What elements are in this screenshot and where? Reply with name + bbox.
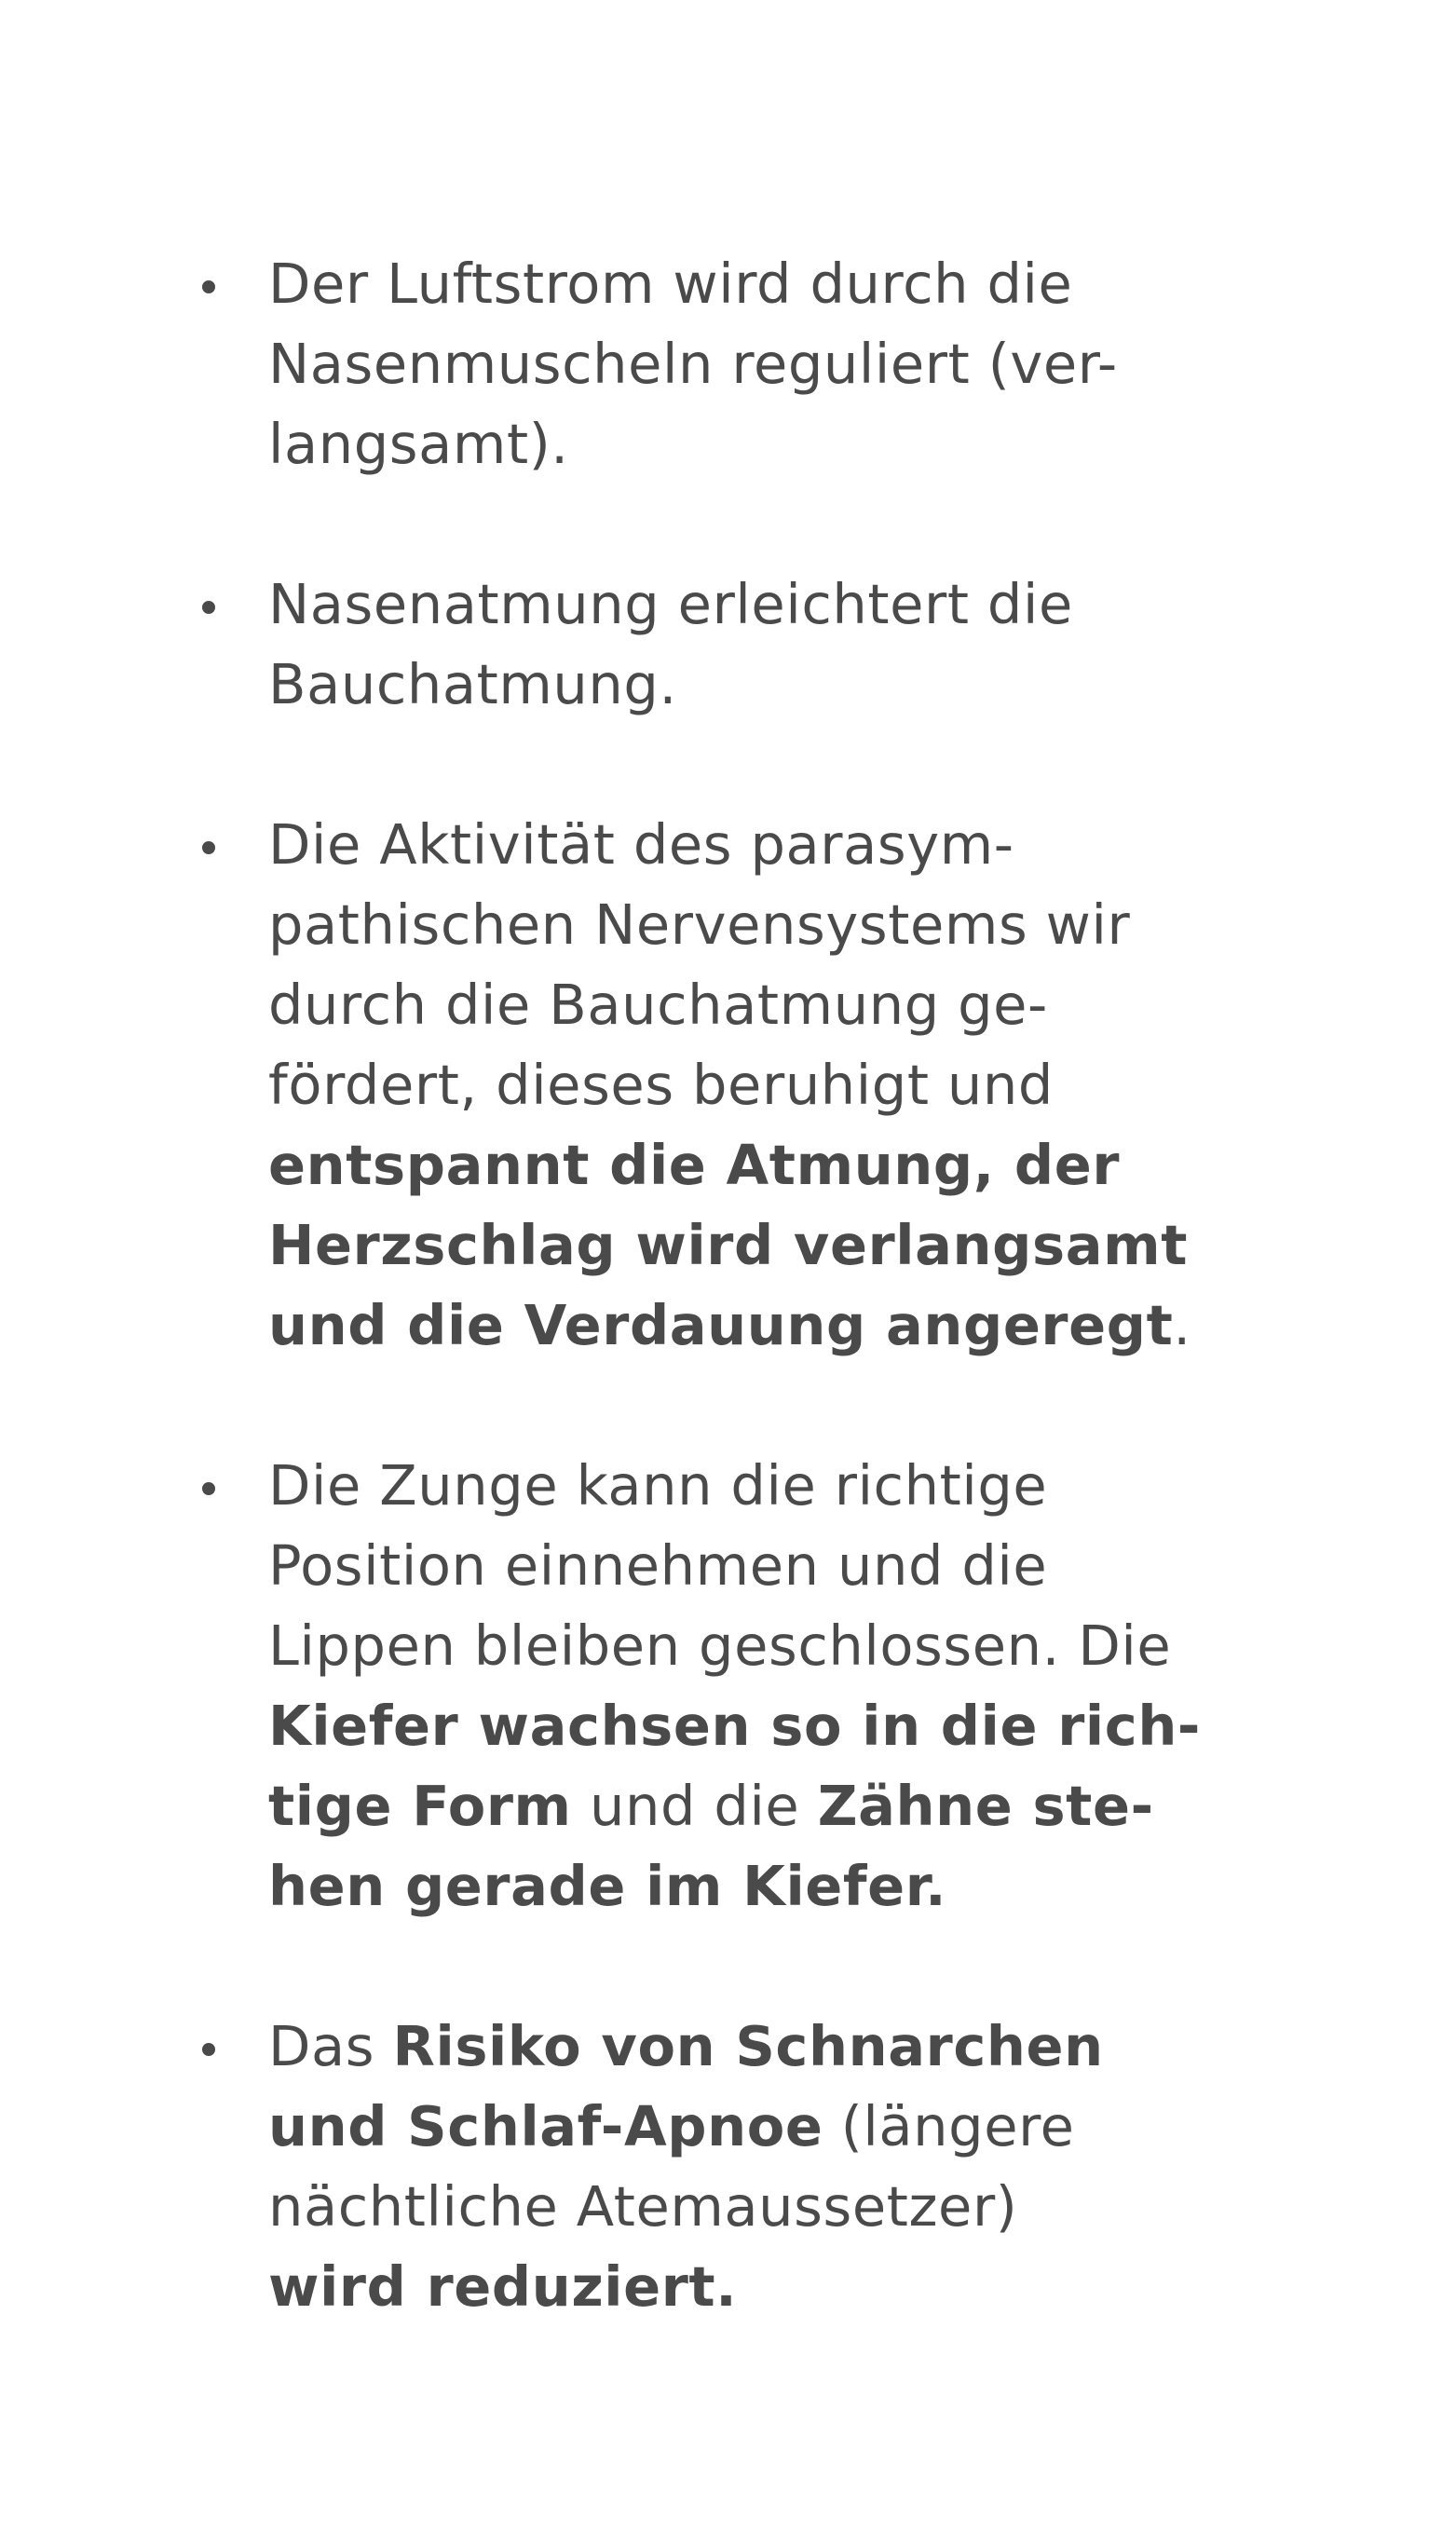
text-segment: Lippen bleiben geschlossen. Die <box>268 1613 1172 1678</box>
bold-text-segment: tige Form <box>268 1774 572 1838</box>
text-segment: Die Aktivität des parasym- <box>268 812 1014 877</box>
text-line <box>268 805 1295 885</box>
text-line <box>268 404 1295 484</box>
text-line <box>268 885 1295 965</box>
text-line <box>268 1846 1295 1927</box>
text-line <box>268 1526 1295 1606</box>
text-line <box>268 2087 1295 2167</box>
text-segment: Das <box>268 2014 393 2078</box>
text-line <box>268 2007 1295 2087</box>
list-item <box>196 244 1295 484</box>
bullet-dot-icon <box>202 2043 215 2056</box>
bullet-dot-icon <box>202 601 215 614</box>
text-segment: . <box>1173 1293 1191 1357</box>
text-line <box>268 324 1295 404</box>
bold-text-segment: entspannt die Atmung, der <box>268 1133 1121 1197</box>
text-line <box>268 1446 1295 1526</box>
text-line <box>268 2247 1295 2327</box>
text-line <box>268 1045 1295 1125</box>
text-segment: (längere <box>823 2094 1075 2158</box>
text-line <box>268 1205 1295 1286</box>
text-segment: und die <box>571 1774 818 1838</box>
bold-text-segment: Herzschlag wird verlangsamt <box>268 1213 1188 1277</box>
text-segment: Position einnehmen und die <box>268 1533 1048 1598</box>
bullet-dot-icon <box>202 841 215 854</box>
bullet-list <box>196 244 1295 2327</box>
text-segment: Der Luftstrom wird durch die <box>268 252 1073 316</box>
text-segment: Die Zunge kann die richtige <box>268 1453 1048 1518</box>
bold-text-segment: und Schlaf-Apnoe <box>268 2094 823 2158</box>
bold-text-segment: Kiefer wachsen so in die rich- <box>268 1694 1202 1758</box>
text-segment: durch die Bauchatmung ge- <box>268 973 1048 1037</box>
text-segment: pathischen Nervensystems wir <box>268 892 1131 957</box>
list-item <box>196 1446 1295 1927</box>
list-item <box>196 805 1295 1366</box>
text-segment: Bauchatmung. <box>268 652 677 716</box>
bullet-dot-icon <box>202 1482 215 1495</box>
list-item <box>196 2007 1295 2327</box>
text-segment: nächtliche Atemaussetzer) <box>268 2174 1018 2239</box>
text-line <box>268 2167 1295 2247</box>
document-body <box>196 244 1295 2327</box>
text-segment: Nasenatmung erleichtert die <box>268 572 1073 636</box>
text-line <box>268 1766 1295 1846</box>
text-segment: langsamt). <box>268 412 569 476</box>
text-line <box>268 1606 1295 1686</box>
text-line <box>268 645 1295 725</box>
text-line <box>268 565 1295 645</box>
text-line <box>268 1686 1295 1766</box>
bold-text-segment: hen gerade im Kiefer. <box>268 1854 947 1918</box>
bold-text-segment: Risiko von Schnarchen <box>392 2014 1104 2078</box>
text-line <box>268 965 1295 1045</box>
text-segment: fördert, dieses beruhigt und <box>268 1053 1054 1117</box>
bold-text-segment: wird reduziert. <box>268 2254 738 2319</box>
text-line <box>268 1125 1295 1205</box>
text-line <box>268 1286 1295 1366</box>
list-item <box>196 565 1295 725</box>
text-segment: Nasenmuscheln reguliert (ver- <box>268 332 1118 396</box>
bold-text-segment: Zähne ste- <box>817 1774 1154 1838</box>
bullet-dot-icon <box>202 280 215 293</box>
bold-text-segment: und die Verdauung angeregt <box>268 1293 1174 1357</box>
text-line <box>268 244 1295 324</box>
